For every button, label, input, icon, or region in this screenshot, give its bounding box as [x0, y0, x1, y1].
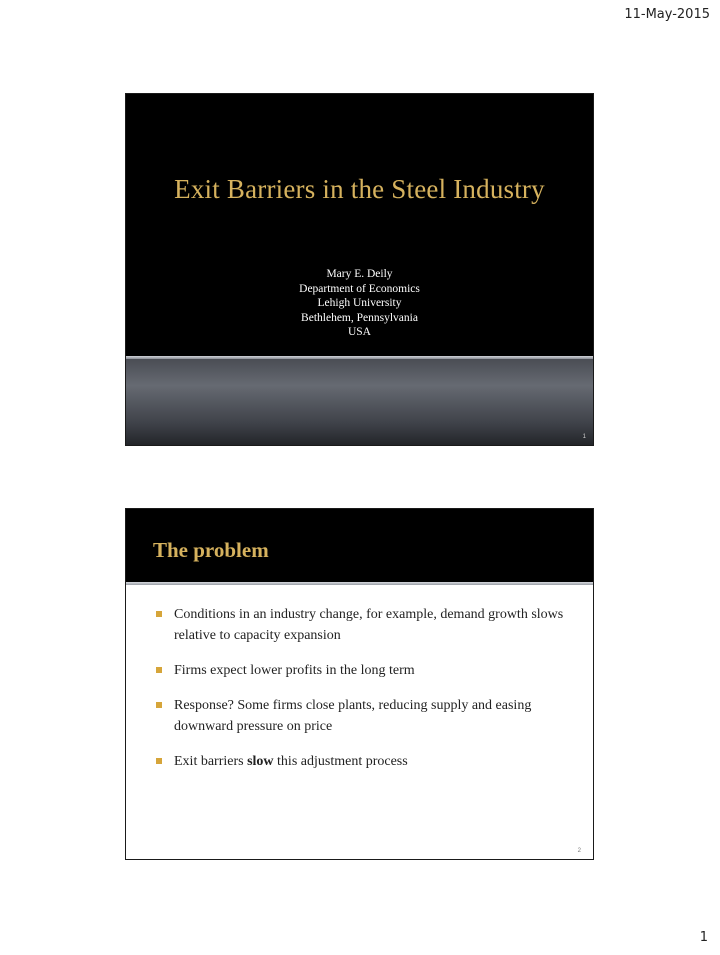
slide-1-title-area — [126, 94, 593, 356]
slide-bottom-band — [126, 359, 593, 446]
slide-title: Exit Barriers in the Steel Industry — [174, 174, 545, 204]
slide-1 — [125, 93, 594, 446]
page-number: 1 — [699, 930, 708, 945]
square-bullet-icon — [156, 758, 162, 764]
slide-header-band — [126, 509, 593, 582]
author-university: Lehigh University — [317, 297, 402, 309]
header-date: 11-May-2015 — [624, 7, 710, 22]
author-department: Department of Economics — [299, 282, 420, 295]
bullet-item — [156, 751, 576, 772]
square-bullet-icon — [156, 702, 162, 708]
bullet-item — [156, 660, 576, 681]
bullet-text-continued: this adjustment process — [273, 754, 408, 769]
square-bullet-icon — [156, 667, 162, 673]
slide-divider — [126, 582, 593, 585]
bullet-text: Exit barriers — [174, 754, 248, 769]
slide-title: The problem — [153, 538, 269, 562]
slide-number: 1 — [582, 434, 586, 440]
bullet-text: Firms expect lower profits in the long term — [174, 663, 415, 678]
bullet-emphasis: slow — [247, 754, 274, 769]
author-name: Mary E. Deily — [326, 268, 393, 280]
author-country: USA — [347, 326, 371, 338]
slide-2 — [125, 508, 594, 860]
slide-number: 2 — [577, 848, 581, 854]
bullet-text: Response? Some firms close plants, reducing supply and easing downward pressure on price — [174, 698, 532, 734]
bullet-list — [156, 604, 576, 786]
author-block — [126, 267, 593, 340]
bullet-item — [156, 695, 576, 737]
bullet-item — [156, 604, 576, 646]
square-bullet-icon — [156, 611, 162, 617]
bullet-text: Conditions in an industry change, for example, demand growth slows relative to capacity expansion — [174, 607, 564, 643]
author-city: Bethlehem, Pennsylvania — [301, 311, 418, 324]
